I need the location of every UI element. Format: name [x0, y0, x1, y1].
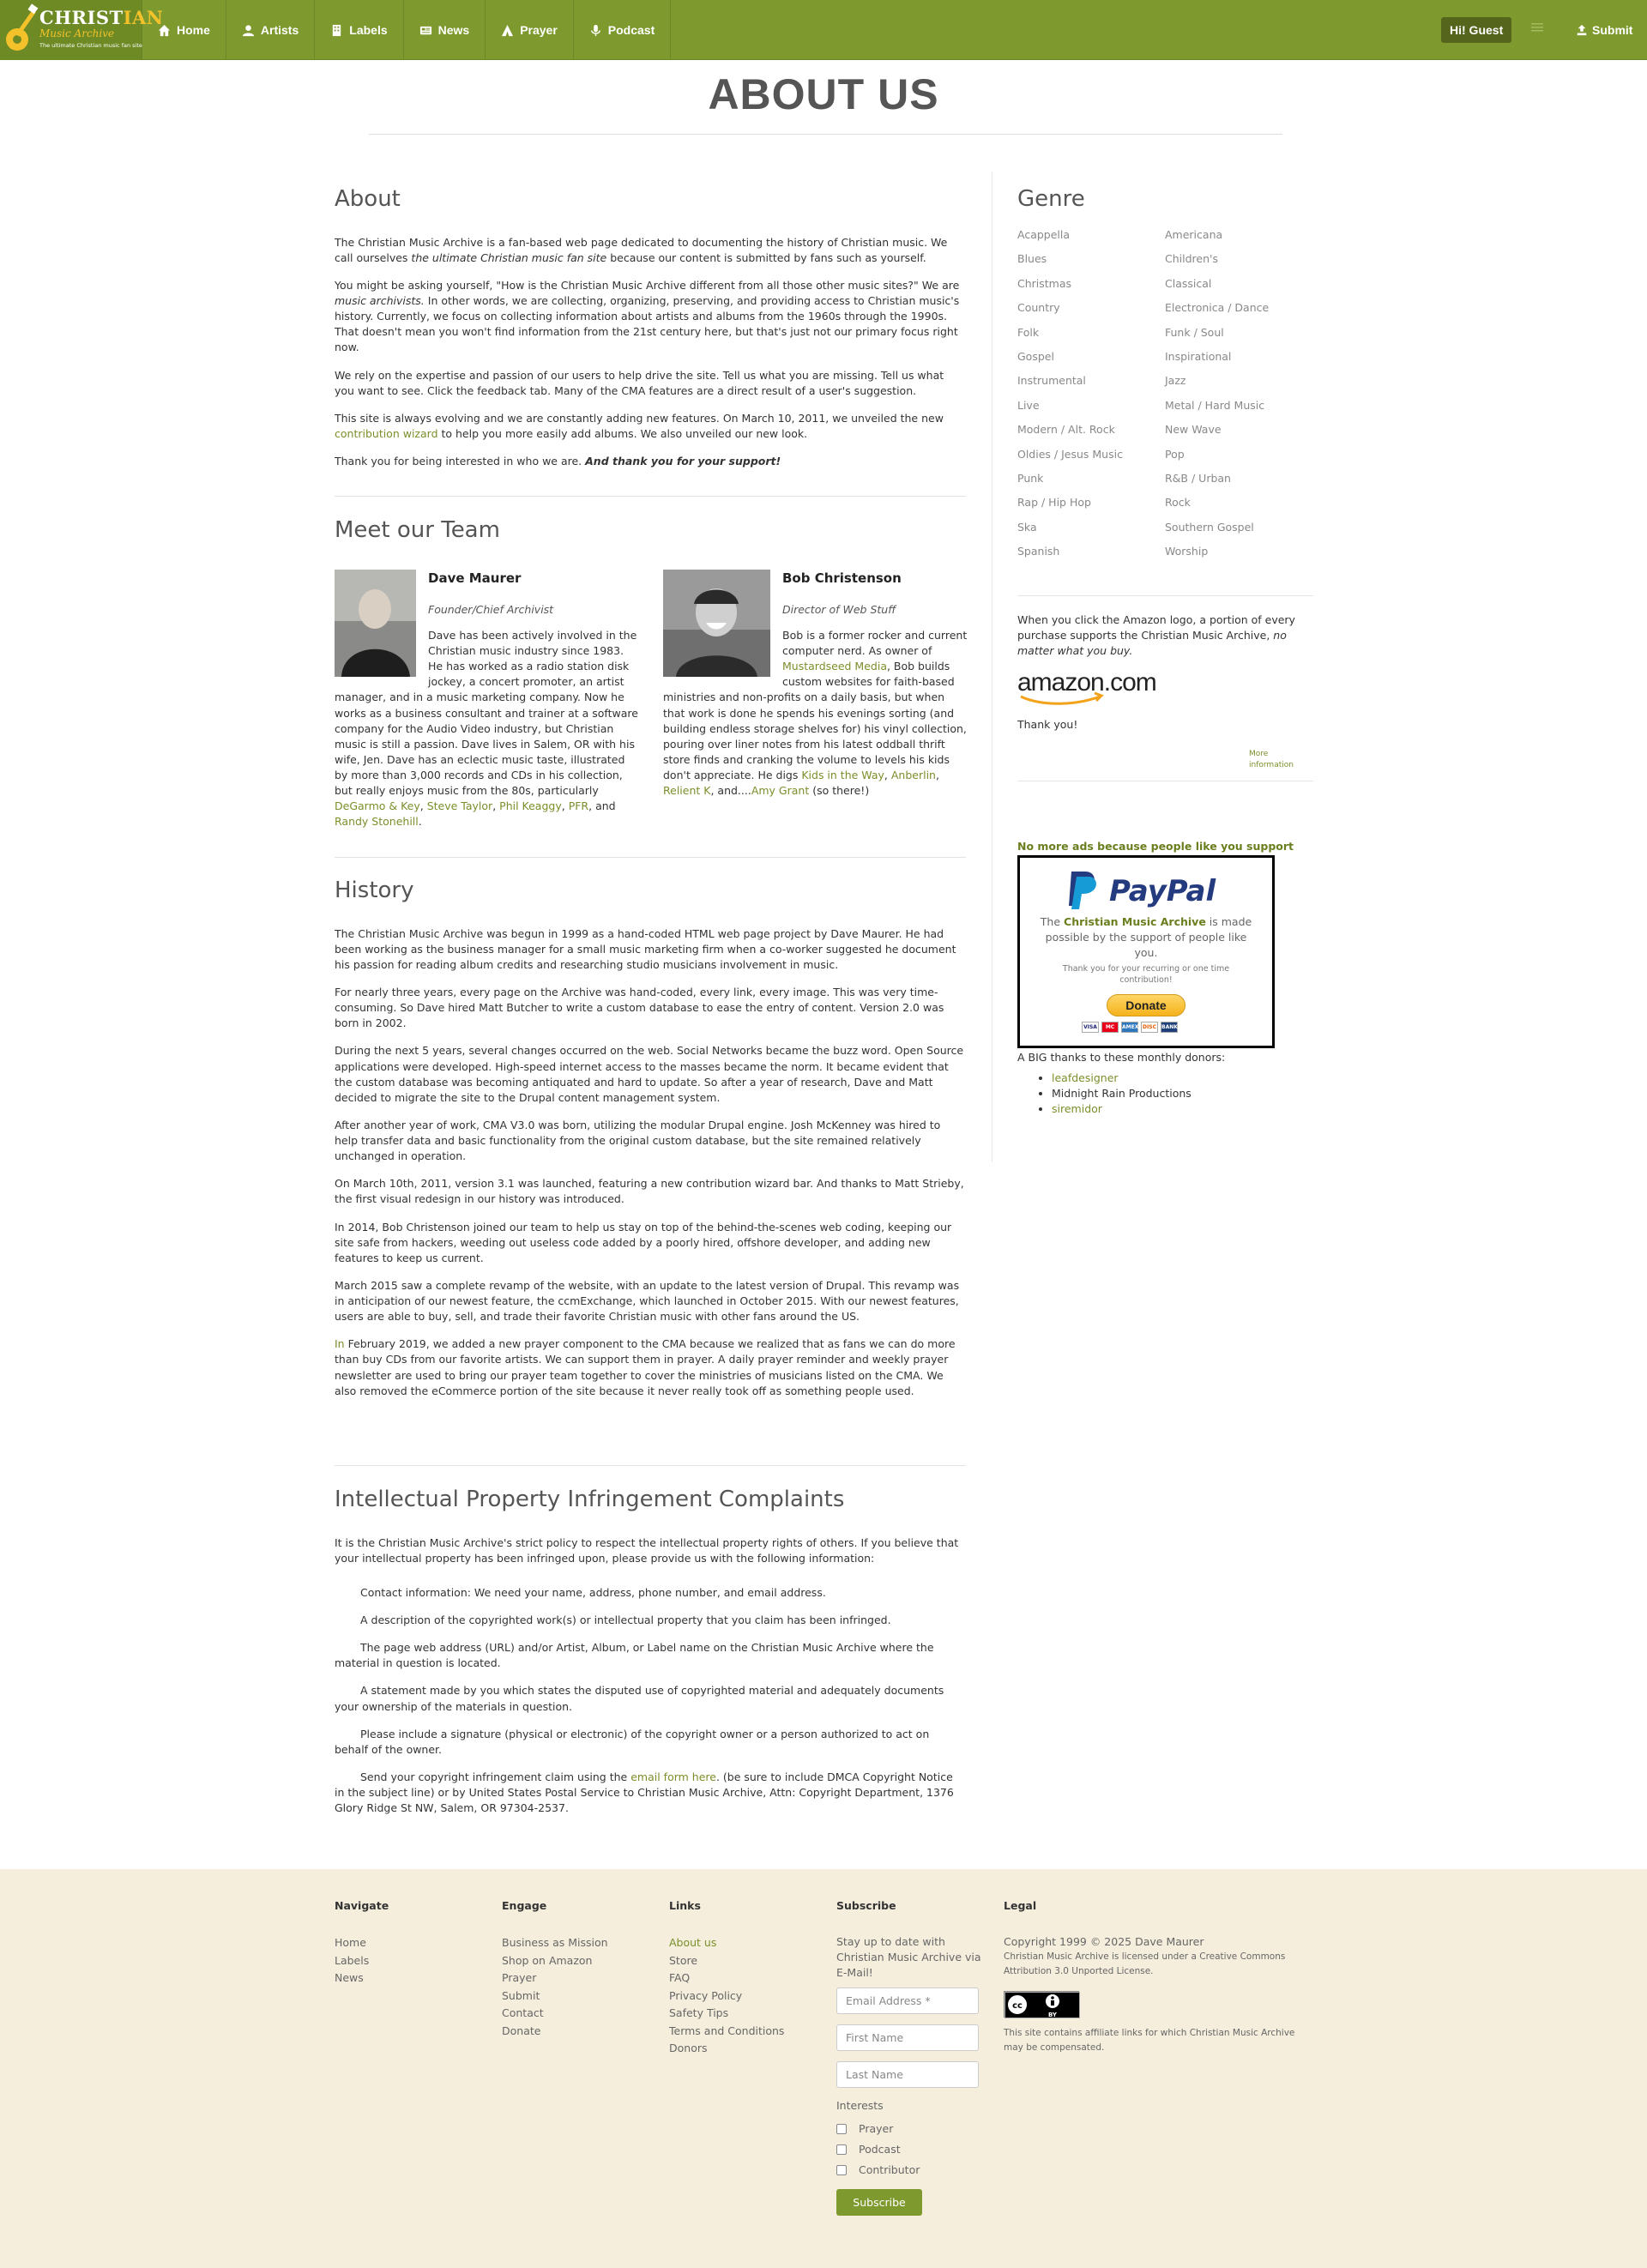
building-icon — [330, 24, 343, 37]
footer-navigate — [335, 1898, 498, 1988]
pfr-link[interactable]: PFR — [568, 799, 589, 813]
team-member-dave — [335, 570, 640, 830]
footer-engage — [502, 1898, 665, 2040]
genre-link[interactable]: Blues — [1017, 252, 1047, 266]
history-paragraph-5: On March 10th, 2011, version 3.1 was launched, featuring a new contribution wizard bar. And thanks to Matt Strieby, the first visual redesign in our history was introduced. — [335, 1177, 964, 1206]
phil-keaggy-link[interactable]: Phil Keaggy — [499, 799, 562, 813]
genre-link[interactable]: Americana — [1165, 228, 1223, 241]
home-icon — [158, 24, 171, 37]
donors-list — [1052, 1071, 1192, 1117]
history-paragraph-4: After another year of work, CMA V3.0 was born, utilizing the modular Drupal engine. Josh McKenney was hired to help transfer data and basic functionality from the original custom database, but the site remained relatively unchanged in operation. — [335, 1118, 941, 1163]
mastercard-icon: MC — [1101, 1022, 1119, 1033]
more-information-link[interactable]: More information — [1249, 750, 1294, 770]
about-section — [335, 184, 966, 481]
amazon-logo[interactable] — [1017, 667, 1165, 705]
footer-navigate-heading: Navigate — [335, 1899, 389, 1912]
contribution-wizard-link[interactable]: contribution wizard — [335, 426, 438, 440]
bob-bio: Bob is a former rocker and current computer nerd. As owner of Mustardseed Media, Bob builds custom websites for faith-based ministries and non-profits on a daily basis, but when that work is done he spends his evenings sorting (and building endless storage shelves for) his vinyl collection, pouring over liner notes from his latest oddball thrift store finds and cranking the volume to levels his kids don't appreciate. He digs Kids in the Way, Anberlin, Relient K, and....Amy Grant (so there!) — [663, 628, 968, 798]
interest-podcast[interactable]: Podcast — [836, 2139, 999, 2160]
genre-link[interactable]: Spanish — [1017, 545, 1060, 558]
footer-link-news[interactable]: News — [335, 1971, 364, 1985]
history-paragraph-8: In February 2019, we added a new prayer component to the CMA because we realized that as fans we can do more than buy CDs from our favorite artists. We can support them in prayer. A daily prayer reminder and weekly prayer newsletter are used to bring our prayer team together to cover the ministries of musicians listed on the CMA. We also removed the eCommerce portion of the site because it never really took off as something people used. — [335, 1337, 956, 1397]
about-paragraph-4: This site is always evolving and we are constantly adding new features. On March 10, 2011, we unveiled the new contribution wizard to help you more easily add albums. We also unveiled our new look. — [335, 411, 944, 440]
history-paragraph-7: March 2015 saw a complete revamp of the website, with an update to the latest version of Drupal. This revamp was in anticipation of our newest feature, the ccmExchange, which launched in October 2015. With our newest features, users are able to buy, sell, and trade their favorite Christian music with other fans around the US. — [335, 1278, 960, 1324]
bob-photo — [663, 570, 770, 677]
nav-podcast[interactable] — [574, 0, 671, 60]
svg-text:cc: cc — [1012, 2001, 1023, 2012]
genre-divider — [1017, 595, 1313, 596]
team-divider — [335, 857, 966, 858]
history-paragraph-3: During the next 5 years, several changes occurred on the web. Social Networks became the buzz word. Open Source applications were developed. High-speed internet access to the masses became the norm. It became evident that the custom database was becoming antiquated and hard to update. So after a year of research, Dave and Matt decided to migrate the site to the Drupal content management system. — [335, 1044, 964, 1104]
steve-taylor-link[interactable]: Steve Taylor — [426, 799, 493, 813]
genre-link[interactable]: Metal / Hard Music — [1165, 398, 1265, 412]
kids-in-the-way-link[interactable]: Kids in the Way — [801, 769, 884, 781]
ip-section — [335, 1484, 966, 1828]
genre-link[interactable]: Funk / Soul — [1165, 325, 1224, 339]
prayer-checkbox[interactable] — [836, 2124, 847, 2134]
footer-links — [669, 1898, 832, 2058]
donor-siremidor-link[interactable]: siremidor — [1052, 1102, 1102, 1115]
bank-card-icon: BANK — [1161, 1022, 1178, 1033]
nav-labels-label: Labels — [349, 22, 388, 37]
ip-item-3: The page web address (URL) and/or Artist, Album, or Label name on the Christian Music Archive where the material in question is located. — [335, 1641, 934, 1670]
guest-button[interactable]: Hi! Guest — [1441, 17, 1511, 43]
footer-link-submit[interactable]: Submit — [502, 1988, 540, 2002]
svg-text:BY: BY — [1047, 2012, 1058, 2019]
history-paragraph-2: For nearly three years, every page on the Archive was hand-coded, every link, every image. This was very time-consuming. So Dave hired Matt Butcher to write a custom database to ease the entry of content. Version 2.0 was born in 2002. — [335, 986, 944, 1030]
nav-home-label: Home — [177, 22, 210, 37]
footer-link-labels[interactable]: Labels — [335, 1953, 370, 1967]
site-logo[interactable] — [0, 0, 164, 60]
team-member-bob — [663, 570, 968, 799]
genre-link[interactable]: Rock — [1165, 496, 1191, 510]
history-section — [335, 875, 966, 1411]
subscribe-text: Stay up to date with Christian Music Archive via E-Mail! — [836, 1935, 981, 1980]
genre-link[interactable]: Inspirational — [1165, 349, 1232, 363]
footer-legal-heading: Legal — [1004, 1899, 1037, 1912]
genre-link[interactable]: Live — [1017, 398, 1040, 412]
paypal-logo — [1066, 868, 1229, 911]
main-menu — [142, 0, 671, 60]
logo-tagline: The ultimate Christian music fan site — [39, 42, 142, 49]
upload-icon — [1576, 24, 1588, 36]
nav-podcast-label: Podcast — [607, 22, 655, 37]
team-section — [335, 515, 966, 566]
dave-role: Founder/Chief Archivist — [428, 602, 554, 616]
footer-link-faq[interactable]: FAQ — [669, 1971, 691, 1985]
footer-subscribe-heading: Subscribe — [836, 1899, 896, 1912]
amazon-logo-text: amazon.com — [1017, 668, 1156, 697]
donor-item — [1052, 1086, 1192, 1101]
donate-button[interactable]: Donate — [1107, 994, 1185, 1016]
genre-list — [1017, 223, 1313, 564]
footer-link-shop-amazon[interactable]: Shop on Amazon — [502, 1953, 593, 1967]
history-heading: History — [335, 878, 414, 903]
last-name-field[interactable]: Last Name — [836, 2061, 979, 2088]
donors-title: A BIG thanks to these monthly donors: — [1017, 1051, 1226, 1064]
interest-contributor[interactable]: Contributor — [836, 2160, 999, 2181]
dave-name: Dave Maurer — [428, 570, 522, 586]
nav-prayer[interactable] — [486, 0, 574, 60]
genre-link[interactable]: Acappella — [1017, 228, 1071, 241]
nav-artists[interactable] — [226, 0, 315, 60]
genre-link[interactable]: Rap / Hip Hop — [1017, 496, 1091, 510]
footer-links-heading: Links — [669, 1899, 701, 1912]
ip-item-2: A description of the copyrighted work(s) or intellectual property that you claim has been infringed. — [360, 1614, 891, 1627]
paypal-logo-text: PayPal — [1109, 874, 1216, 908]
about-heading: About — [335, 186, 401, 212]
about-paragraph-2: You might be asking yourself, "How is the Christian Music Archive different from all those other music sites?" We are music archivists. In other words, we are collecting, organizing, preserving, and providing access to Christian music's history. Currently, we focus on collecting information about artists and albums from the 1960s through the 1990s. That doesn't mean you won't find information from the 21st century here, but that's just not our primary focus right now. — [335, 278, 960, 354]
visa-card-icon: VISA — [1082, 1022, 1099, 1033]
paypal-thanks: Thank you for your recurring or one time contribution! — [1062, 964, 1230, 985]
license-text: Christian Music Archive is licensed under a Creative Commons Attribution 3.0 Unported License. — [1004, 1951, 1286, 1977]
nav-prayer-label: Prayer — [520, 22, 558, 37]
genre-link[interactable]: Electronica / Dance — [1165, 301, 1270, 315]
genre-link[interactable]: Pop — [1165, 447, 1185, 461]
logo-text-ian: IAN — [123, 7, 164, 28]
genre-link[interactable]: Jazz — [1165, 374, 1186, 388]
ip-item-5: Please include a signature (physical or electronic) of the copyright owner or a person authorized to act on behalf of the owner. — [335, 1727, 930, 1756]
nav-news[interactable] — [404, 0, 486, 60]
anberlin-link[interactable]: Anberlin — [890, 769, 936, 781]
genre-link[interactable]: Gospel — [1017, 349, 1054, 363]
interest-prayer[interactable]: Prayer — [836, 2119, 999, 2139]
nav-submit[interactable] — [1576, 0, 1632, 60]
about-paragraph-3: We rely on the expertise and passion of our users to help drive the site. Tell us what you are missing. Tell us what you want to see. Click the feedback tab. Many of the CMA features are a direct result of a user's suggestion. — [335, 368, 944, 397]
genre-link[interactable]: Oldies / Jesus Music — [1017, 447, 1123, 461]
footer-link-donors[interactable]: Donors — [669, 2042, 708, 2055]
genre-link[interactable]: New Wave — [1165, 423, 1222, 437]
footer-link-home[interactable]: Home — [335, 1936, 366, 1950]
footer-link-business-as-mission[interactable]: Business as Mission — [502, 1936, 608, 1950]
footer-legal — [1004, 1898, 1312, 2055]
nav-labels[interactable] — [315, 0, 403, 60]
amazon-thanks: Thank you! — [1017, 718, 1078, 731]
user-icon — [242, 24, 255, 37]
genre-link[interactable]: Classical — [1165, 276, 1212, 290]
subscribe-button[interactable]: Subscribe — [836, 2189, 922, 2216]
donor-item — [1052, 1101, 1192, 1117]
title-divider — [369, 134, 1282, 135]
history-paragraph-1: The Christian Music Archive was begun in 1999 as a hand-coded HTML web page project by Dave Maurer. He had been working as the business manager for a small music marketing firm when a co-worker suggested he document his passion for reading album credits and researching studio musicians involvement in music. — [335, 926, 956, 971]
nav-news-label: News — [437, 22, 470, 37]
genre-link[interactable]: Worship — [1165, 545, 1209, 558]
footer-link-safety[interactable]: Safety Tips — [669, 2006, 729, 2020]
logo-text-christ: CHRIST — [39, 7, 124, 28]
nav-home[interactable] — [142, 0, 226, 60]
genre-heading: Genre — [1017, 186, 1085, 212]
cc-by-icon — [1004, 1992, 1080, 2018]
paypal-message: The Christian Music Archive is made possible by the support of people like you. — [1040, 915, 1252, 960]
relient-k-link[interactable]: Relient K — [663, 784, 711, 798]
genre-link[interactable]: Christmas — [1017, 276, 1072, 290]
logo-text-music-archive: Music Archive — [39, 27, 115, 39]
creative-commons-badge[interactable] — [1004, 1991, 1079, 2018]
genre-link[interactable]: Modern / Alt. Rock — [1017, 423, 1115, 437]
nav-artists-label: Artists — [260, 22, 299, 37]
no-ads-message: No more ads because people like you support — [1017, 840, 1294, 853]
amy-grant-link[interactable]: Amy Grant — [751, 784, 810, 798]
ip-heading: Intellectual Property Infringement Complaints — [335, 1487, 845, 1512]
footer — [0, 1869, 1647, 2268]
about-paragraph-1: The Christian Music Archive is a fan-based web page dedicated to documenting the history of Christian music. We call ourselves the ultimate Christian music fan site because our content is submitted by fans such as yourself. — [335, 235, 948, 264]
genre-link[interactable]: Instrumental — [1017, 374, 1086, 388]
footer-link-about-us[interactable]: About us — [669, 1936, 717, 1950]
about-divider — [335, 496, 966, 497]
history-paragraph-6: In 2014, Bob Christenson joined our team to help us stay on top of the behind-the-scenes web coding, keeping our site safe from hackers, weeding out useless code added by a poorly hired, offshore developer, and adding new features to keep us current. — [335, 1220, 952, 1264]
first-name-field[interactable]: First Name — [836, 2024, 979, 2051]
about-paragraph-5: Thank you for being interested in who we are. And thank you for your support! — [335, 455, 781, 468]
genre-link[interactable]: R&B / Urban — [1165, 471, 1231, 485]
email-form-link[interactable]: email form here — [630, 1770, 716, 1783]
email-field[interactable]: Email Address * — [836, 1988, 979, 2014]
podcast-checkbox[interactable] — [836, 2144, 847, 2155]
discover-card-icon: DISC — [1141, 1022, 1158, 1033]
randy-stonehill-link[interactable]: Randy Stonehill — [335, 815, 419, 829]
praying-hands-icon — [501, 24, 514, 37]
dave-bio: Dave has been actively involved in the Christian music industry since 1983. He has worked as a radio station disk jockey, a concert promoter, an artist manager, and in a music marketing company. Now he works as a business consultant and trainer at a software company for the Audio Video industry, but Christian music is still a passion. Dave lives in Salem, OR with his wife, Jen. Dave has an eclectic music taste, illustrated by more than 3,000 records and CDs in his collection, but really enjoys music from the 80s, particularly DeGarmo & Key, Steve Taylor, Phil Keaggy, PFR, and Randy Stonehill. — [335, 628, 638, 829]
genre-link[interactable]: Country — [1017, 301, 1060, 315]
amex-card-icon: AMEX — [1121, 1022, 1138, 1033]
interests-label: Interests — [836, 2099, 884, 2113]
ip-item-1: Contact information: We need your name, address, phone number, and email address. — [360, 1585, 826, 1599]
menu-icon[interactable] — [1531, 21, 1543, 33]
genre-link[interactable]: Punk — [1017, 471, 1044, 485]
ip-intro: It is the Christian Music Archive's strict policy to respect the intellectual property rights of others. If you believe that your intellectual property has been infringed upon, please provide us with the following information: — [335, 1535, 959, 1565]
amazon-text: When you click the Amazon logo, a portion of every purchase supports the Christian Music Archive, no matter what you buy. — [1017, 613, 1295, 658]
team-heading: Meet our Team — [335, 517, 500, 543]
donor-leafdesigner-link[interactable]: leafdesigner — [1052, 1071, 1119, 1084]
genre-link[interactable]: Ska — [1017, 520, 1037, 534]
genre-link[interactable]: Folk — [1017, 325, 1040, 339]
top-navbar — [0, 0, 1647, 60]
copyright-text: Copyright 1999 © 2025 Dave Maurer — [1004, 1935, 1204, 1949]
donor-midnight-rain: Midnight Rain Productions — [1052, 1087, 1192, 1100]
donor-item — [1052, 1071, 1192, 1086]
paypal-donate-box — [1017, 855, 1275, 1048]
bob-name: Bob Christenson — [782, 570, 902, 586]
footer-link-contact[interactable]: Contact — [502, 2006, 544, 2020]
bob-role: Director of Web Stuff — [782, 602, 896, 616]
sidebar — [1017, 172, 1313, 1115]
guitar-logo-icon — [3, 5, 41, 57]
history-divider — [335, 1465, 966, 1466]
dave-photo — [335, 570, 416, 677]
contributor-checkbox[interactable] — [836, 2165, 847, 2175]
footer-engage-heading: Engage — [502, 1899, 547, 1912]
microphone-icon — [589, 24, 602, 37]
payment-cards — [1082, 1022, 1178, 1033]
genre-link[interactable]: Children's — [1165, 252, 1218, 266]
footer-link-terms[interactable]: Terms and Conditions — [669, 2024, 785, 2037]
footer-link-prayer[interactable]: Prayer — [502, 1971, 537, 1985]
nav-submit-label: Submit — [1592, 22, 1633, 37]
genre-link[interactable]: Southern Gospel — [1165, 520, 1254, 534]
footer-link-privacy[interactable]: Privacy Policy — [669, 1988, 743, 2002]
ip-send-claim: Send your copyright infringement claim using the email form here. (be sure to include DMCA Copyright Notice in the subject line) or by United States Postal Service to Christian Music Archive, Attn: Copyright Department, 1376 Glory Ridge St NW, Salem, OR 97304-2537. — [335, 1770, 954, 1815]
ip-item-4: A statement made by you which states the disputed use of copyrighted material and adequately documents your ownership of the materials in question. — [335, 1684, 944, 1713]
footer-subscribe — [836, 1898, 999, 2216]
newspaper-icon — [419, 24, 432, 37]
degarmo-key-link[interactable]: DeGarmo & Key — [335, 799, 420, 813]
affiliate-text: This site contains affiliate links for which Christian Music Archive may be compensated. — [1004, 2028, 1295, 2054]
footer-link-store[interactable]: Store — [669, 1953, 698, 1967]
footer-link-donate[interactable]: Donate — [502, 2024, 541, 2037]
page-title: ABOUT US — [708, 70, 939, 118]
mustardseed-media-link[interactable]: Mustardseed Media — [782, 660, 887, 673]
